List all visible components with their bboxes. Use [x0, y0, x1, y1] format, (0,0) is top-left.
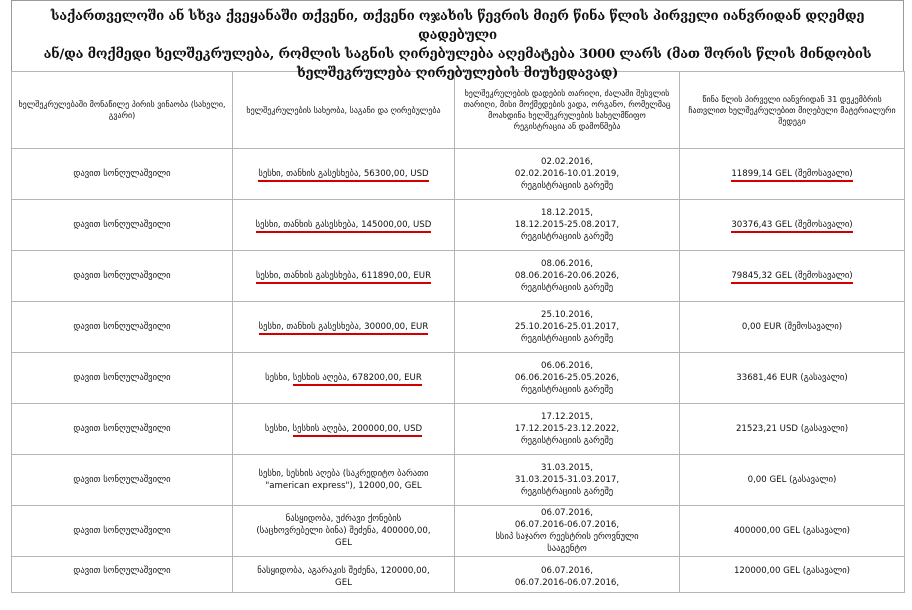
section-title	[11, 0, 904, 81]
date-signed: 02.02.2016,	[541, 157, 593, 167]
contract-line: ნასყიდობა, აგარაკის შეძენა, 120000,00,	[257, 566, 430, 576]
table-row	[12, 149, 905, 200]
table-row	[12, 506, 905, 557]
result-cell: 0,00 EUR (შემოსავალი)	[680, 302, 905, 353]
dates-cell	[455, 404, 680, 455]
date-period: 06.06.2016-25.05.2026,	[514, 373, 620, 383]
contract-text: სესხის აღება, 200000,00, USD	[293, 424, 423, 437]
dates-cell	[455, 557, 680, 593]
contract-line: "american express"), 12000,00, GEL	[265, 481, 422, 491]
contract-text: სესხი, თანხის გასესხება, 30000,00, EUR	[259, 322, 429, 335]
contract-text: სესხი, თანხის გასესხება, 56300,00, USD	[258, 169, 428, 182]
date-period: 02.02.2016-10.01.2019,	[514, 169, 620, 179]
date-signed: 17.12.2015,	[541, 412, 593, 422]
table-row	[12, 353, 905, 404]
table-row	[12, 200, 905, 251]
person-cell: დავით სონღულაშვილი	[12, 455, 233, 506]
registration: რეგისტრაციის გარეშე	[520, 181, 614, 191]
person-cell: დავით სონღულაშვილი	[12, 251, 233, 302]
contract-cell	[233, 404, 455, 455]
person-cell: დავით სონღულაშვილი	[12, 302, 233, 353]
contracts-table	[11, 71, 905, 593]
registration: რეგისტრაციის გარეშე	[520, 334, 614, 344]
person-cell: დავით სონღულაშვილი	[12, 200, 233, 251]
contract-prefix: სესხი,	[264, 424, 293, 434]
registration: სსიპ საჯარო რეესტრის ეროვნული	[495, 532, 639, 542]
registration: რეგისტრაციის გარეშე	[520, 385, 614, 395]
date-signed: 06.07.2016,	[541, 508, 593, 518]
registration: რეგისტრაციის გარეშე	[520, 436, 614, 446]
date-period: 06.07.2016-06.07.2016,	[514, 578, 620, 588]
contract-line: სესხი, სესხის აღება (საკრედიტო ბარათი	[258, 469, 429, 479]
contract-line: GEL	[335, 538, 352, 548]
result-text: 79845,32 GEL (შემოსავალი)	[731, 271, 852, 284]
dates-cell	[455, 200, 680, 251]
date-period: 31.03.2015-31.03.2017,	[514, 475, 620, 485]
date-signed: 06.06.2016,	[541, 361, 593, 371]
person-cell: დავით სონღულაშვილი	[12, 404, 233, 455]
registration: რეგისტრაციის გარეშე	[520, 232, 614, 242]
result-cell: 400000,00 GEL (გასავალი)	[680, 506, 905, 557]
result-cell: 120000,00 GEL (გასავალი)	[680, 557, 905, 593]
registration: რეგისტრაციის გარეშე	[520, 487, 614, 497]
title-line-2: ან/და მოქმედი ხელშეკრულება, რომლის საგნის ღირებულება აღემატება 3000 ლარს (მათ შორის წლის მინდობის	[43, 47, 872, 62]
header-contract: ხელშეკრულების სახეობა, საგანი და ღირებულება	[233, 72, 455, 149]
date-signed: 25.10.2016,	[541, 310, 593, 320]
person-cell: დავით სონღულაშვილი	[12, 557, 233, 593]
result-cell: 0,00 GEL (გასავალი)	[680, 455, 905, 506]
date-period: 08.06.2016-20.06.2026,	[514, 271, 620, 281]
contract-cell	[233, 302, 455, 353]
result-cell	[680, 200, 905, 251]
dates-cell	[455, 353, 680, 404]
contract-cell	[233, 557, 455, 593]
contract-text: სესხი, თანხის გასესხება, 611890,00, EUR	[256, 271, 431, 284]
result-cell: 33681,46 EUR (გასავალი)	[680, 353, 905, 404]
registration: რეგისტრაციის გარეშე	[520, 283, 614, 293]
header-result: წინა წლის პირველი იანვრიდან 31 დეკემბრის ჩათვლით ხელშეკრულებით მიღებული მატერიალური შედეგი	[680, 72, 905, 149]
declaration-section	[11, 0, 904, 593]
result-cell	[680, 149, 905, 200]
table-row	[12, 251, 905, 302]
date-period: 18.12.2015-25.08.2017,	[514, 220, 620, 230]
date-signed: 18.12.2015,	[541, 208, 593, 218]
date-signed: 06.07.2016,	[541, 566, 593, 576]
date-period: 25.10.2016-25.01.2017,	[514, 322, 620, 332]
date-period: 06.07.2016-06.07.2016,	[514, 520, 620, 530]
dates-cell	[455, 149, 680, 200]
result-text: 30376,43 GEL (შემოსავალი)	[731, 220, 852, 233]
table-row	[12, 302, 905, 353]
contract-line: (საცხოვრებელი ბინა) შეძენა, 400000,00,	[256, 526, 431, 536]
title-line-3: ხელშეკრულება ღირებულების მიუხედავად)	[296, 66, 619, 81]
contract-text: სესხის აღება, 678200,00, EUR	[293, 373, 422, 386]
result-cell: 21523,21 USD (გასავალი)	[680, 404, 905, 455]
contract-prefix: სესხი,	[265, 373, 293, 383]
registration: სააგენტო	[547, 544, 587, 554]
contract-cell	[233, 200, 455, 251]
dates-cell	[455, 302, 680, 353]
contract-cell	[233, 149, 455, 200]
dates-cell	[455, 506, 680, 557]
dates-cell	[455, 455, 680, 506]
date-signed: 08.06.2016,	[541, 259, 593, 269]
contract-line: GEL	[335, 578, 352, 588]
result-text: 11899,14 GEL (შემოსავალი)	[731, 169, 852, 182]
contract-cell	[233, 353, 455, 404]
table-row	[12, 557, 905, 593]
table-row	[12, 404, 905, 455]
contract-line: ნასყიდობა, უძრავი ქონების	[285, 514, 402, 524]
date-signed: 31.03.2015,	[541, 463, 593, 473]
date-period: 17.12.2015-23.12.2022,	[514, 424, 620, 434]
contract-cell	[233, 455, 455, 506]
person-cell: დავით სონღულაშვილი	[12, 506, 233, 557]
header-dates: ხელშეკრულების დადების თარიღი, ძალაში შესვლის თარიღი, მისი მოქმედების ვადა, ორგანო, რომელმაც მოახდინა ხელშეკრულების სახელმწიფო რეგისტრაცია ან დამოწმება	[455, 72, 680, 149]
table-row	[12, 455, 905, 506]
contract-text: სესხი, თანხის გასესხება, 145000,00, USD	[256, 220, 432, 233]
contract-cell	[233, 251, 455, 302]
person-cell: დავით სონღულაშვილი	[12, 149, 233, 200]
result-cell	[680, 251, 905, 302]
title-line-1: საქართველოში ან სხვა ქვეყანაში თქვენი, თქვენი ოჯახის წევრის მიერ წინა წლის პირველი იანვრიდან დღემდე დადებული	[50, 9, 865, 43]
dates-cell	[455, 251, 680, 302]
contract-cell	[233, 506, 455, 557]
person-cell: დავით სონღულაშვილი	[12, 353, 233, 404]
header-person: ხელშეკრულებაში მონაწილე პირის ვინაობა (სახელი, გვარი)	[12, 72, 233, 149]
table-header-row	[12, 72, 905, 149]
